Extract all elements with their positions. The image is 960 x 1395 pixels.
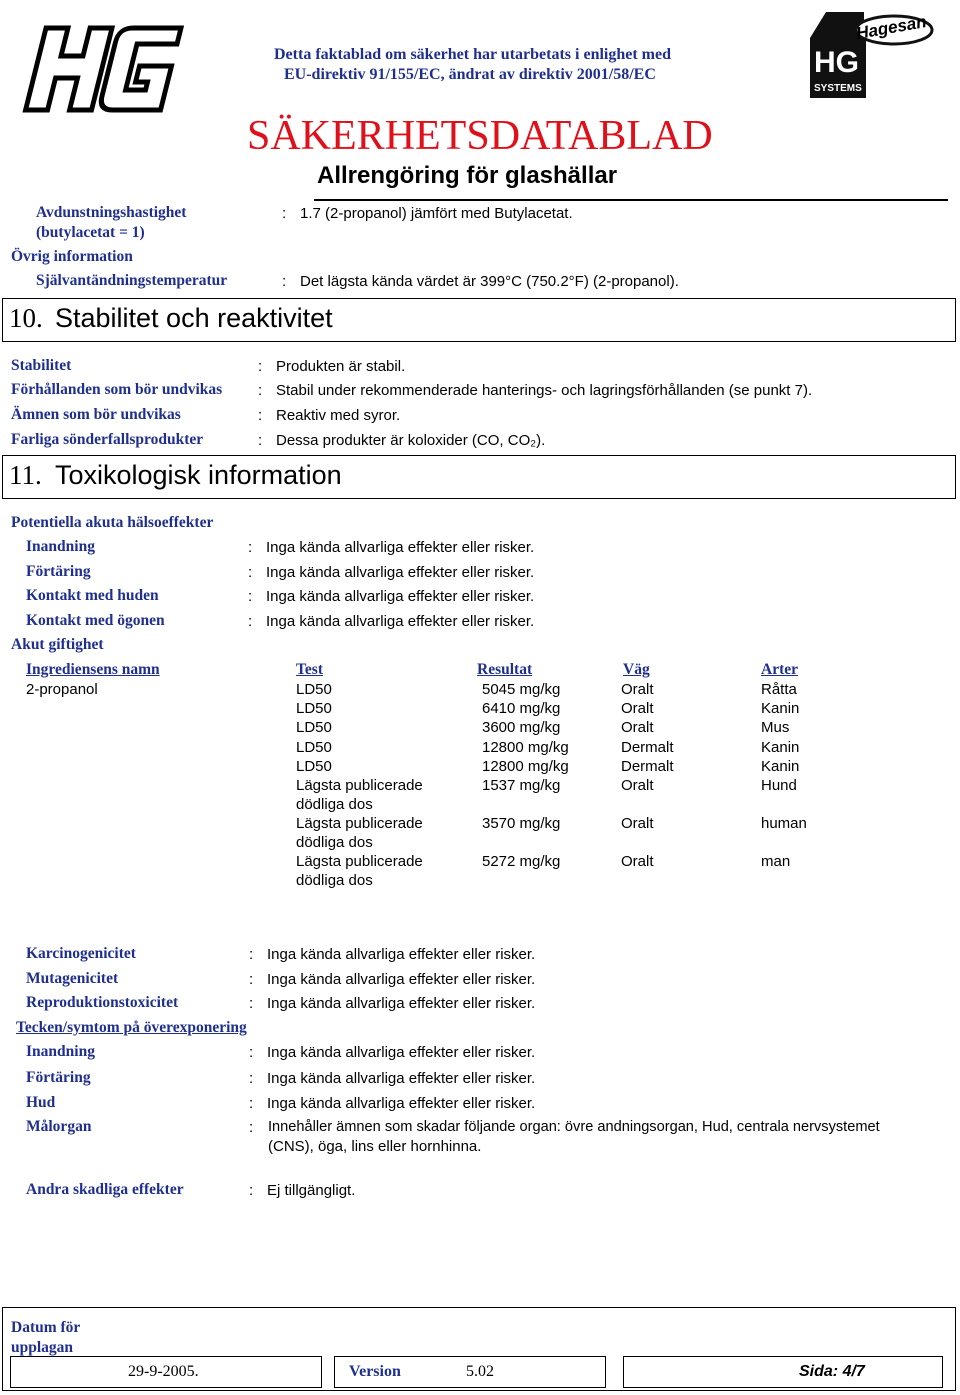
table-header-route: Väg [623, 661, 650, 678]
symptoms-heading: Tecken/symtom på överexponering [16, 1019, 247, 1036]
chronic-label: Karcinogenicitet [26, 945, 136, 962]
tox-route: Dermalt [621, 757, 674, 775]
ingredient-name: 2-propanol [26, 681, 98, 698]
tox-result: 3570 mg/kg [482, 815, 561, 832]
prop-value: 1.7 (2-propanol) jämfört med Butylacetat. [300, 205, 573, 222]
symptom-value: Inga kända allvarliga effekter eller risker. [267, 1044, 536, 1061]
tox-result: 5272 mg/kg [482, 853, 561, 870]
colon: : [282, 205, 287, 222]
tox-route: Dermalt [621, 738, 674, 756]
version-number: 5.02 [466, 1363, 494, 1380]
table-header-species: Arter [761, 661, 798, 678]
acute-toxicity-heading: Akut giftighet [11, 636, 104, 653]
colon: : [249, 1095, 254, 1112]
table-header-result: Resultat [477, 661, 533, 678]
tox-species: Kanin [761, 738, 800, 756]
page-number: Sida: 4/7 [799, 1363, 865, 1380]
other-effects-value: Ej tillgängligt. [267, 1182, 356, 1199]
section-10-header [2, 298, 956, 342]
tox-test-continued: dödliga dos [296, 834, 373, 851]
version-label: Version [349, 1363, 401, 1380]
colon: : [249, 1070, 254, 1087]
product-name: Allrengöring för glashällar [317, 162, 618, 189]
chronic-value: Inga kända allvarliga effekter eller risker. [267, 971, 536, 988]
tox-species: human [761, 815, 807, 832]
prop-label: Avdunstningshastighet [36, 204, 187, 221]
badge-logo: HG [814, 46, 859, 79]
colon: : [258, 382, 263, 399]
materials-value: Reaktiv med syror. [276, 407, 401, 424]
stability-label: Stabilitet [11, 357, 72, 374]
hg-systems-badge [806, 8, 936, 102]
chronic-value: Inga kända allvarliga effekter eller risker. [267, 946, 536, 963]
decomposition-value: Dessa produkter är koloxider (CO, CO₂). [276, 432, 546, 449]
tox-route: Oralt [621, 719, 654, 737]
symptom-value: Innehåller ämnen som skadar följande organ: övre andningsorgan, Hud, centrala nervsystemet [268, 1119, 880, 1135]
colon: : [249, 1182, 254, 1199]
tox-route: Oralt [621, 700, 654, 718]
symptom-value: Inga kända allvarliga effekter eller risker. [267, 1095, 536, 1112]
prop-label: (butylacetat = 1) [36, 224, 145, 241]
colon: : [249, 971, 254, 988]
hg-logo [8, 20, 188, 119]
chronic-label: Mutagenicitet [26, 970, 119, 987]
tox-species: man [761, 853, 791, 870]
section-11-header [2, 455, 956, 499]
tox-test-continued: dödliga dos [296, 796, 373, 813]
symptom-label: Hud [26, 1094, 56, 1111]
tox-species: Råtta [761, 681, 797, 698]
table-header-test: Test [296, 661, 323, 678]
colon: : [249, 1119, 254, 1136]
acute-value: Inga kända allvarliga effekter eller risker. [266, 588, 535, 605]
section-number: 11. [9, 460, 42, 490]
symptom-label: Målorgan [26, 1118, 92, 1135]
other-info-heading: Övrig information [11, 248, 133, 265]
colon: : [258, 358, 263, 375]
section-title: Toxikologisk information [55, 460, 342, 490]
acute-label: Inandning [26, 538, 95, 555]
acute-value: Inga kända allvarliga effekter eller risker. [266, 564, 535, 581]
tox-test-continued: dödliga dos [296, 872, 373, 889]
acute-effects-heading: Potentiella akuta hälsoeffekter [11, 514, 214, 531]
tox-route: Oralt [621, 853, 654, 870]
stability-value: Produkten är stabil. [276, 358, 406, 375]
tox-test: LD50 [296, 719, 332, 737]
colon: : [248, 539, 253, 556]
tox-route: Oralt [621, 815, 654, 832]
tox-species: Mus [761, 719, 790, 737]
tox-route: Oralt [621, 681, 654, 698]
tox-test: Lägsta publicerade [296, 815, 423, 832]
badge-brand: Hagesan [854, 11, 928, 44]
tox-species: Kanin [761, 700, 800, 718]
symptom-value-continued: (CNS), öga, lins eller hornhinna. [268, 1138, 482, 1155]
colon: : [249, 946, 254, 963]
issue-date: 29-9-2005. [128, 1363, 199, 1380]
tox-test: LD50 [296, 738, 332, 756]
acute-label: Förtäring [26, 563, 91, 580]
other-effects-label: Andra skadliga effekter [26, 1181, 184, 1198]
hg-logo-icon [8, 20, 188, 115]
compliance-line-2: EU-direktiv 91/155/EC, ändrat av direktiv 2001/58/EC [284, 66, 656, 83]
materials-label: Ämnen som bör undvikas [11, 406, 181, 423]
tox-species: Hund [761, 777, 797, 794]
section-number: 10. [9, 303, 43, 333]
chronic-value: Inga kända allvarliga effekter eller risker. [267, 995, 536, 1012]
tox-result: 3600 mg/kg [482, 719, 561, 737]
issue-date-label-line2: upplagan [11, 1339, 74, 1356]
issue-date-label: Datum för [11, 1319, 81, 1336]
chronic-label: Reproduktionstoxicitet [26, 994, 179, 1011]
compliance-line-1: Detta faktablad om säkerhet har utarbetats i enlighet med [274, 46, 672, 63]
colon: : [249, 1044, 254, 1061]
tox-test: LD50 [296, 700, 332, 718]
tox-test: LD50 [296, 681, 332, 698]
section-title: Stabilitet och reaktivitet [55, 303, 333, 333]
document-title: SÄKERHETSDATABLAD [247, 113, 713, 159]
tox-test: Lägsta publicerade [296, 777, 423, 794]
colon: : [248, 564, 253, 581]
conditions-label: Förhållanden som bör undvikas [11, 381, 223, 398]
prop-value: Det lägsta kända värdet är 399°C (750.2°F) (2-propanol). [300, 273, 679, 290]
tox-test: Lägsta publicerade [296, 853, 423, 870]
symptom-label: Förtäring [26, 1069, 91, 1086]
prop-label: Självantändningstemperatur [36, 272, 228, 289]
table-header-ingredient: Ingrediensens namn [26, 661, 160, 678]
tox-species: Kanin [761, 757, 800, 775]
acute-value: Inga kända allvarliga effekter eller risker. [266, 539, 535, 556]
colon: : [249, 995, 254, 1012]
header-rule [314, 199, 948, 201]
tox-result: 12800 mg/kg [482, 738, 569, 756]
badge-systems: SYSTEMS [814, 83, 862, 94]
tox-result: 12800 mg/kg [482, 757, 569, 775]
conditions-value: Stabil under rekommenderade hanterings- och lagringsförhållanden (se punkt 7). [276, 382, 813, 399]
symptom-value: Inga kända allvarliga effekter eller risker. [267, 1070, 536, 1087]
tox-result: 5045 mg/kg [482, 681, 561, 698]
acute-label: Kontakt med huden [26, 587, 159, 604]
decomposition-label: Farliga sönderfallsprodukter [11, 431, 204, 448]
colon: : [282, 273, 287, 290]
tox-test: LD50 [296, 757, 332, 775]
tox-result: 1537 mg/kg [482, 777, 561, 794]
tox-result: 6410 mg/kg [482, 700, 561, 718]
acute-label: Kontakt med ögonen [26, 612, 165, 629]
colon: : [258, 432, 263, 449]
colon: : [248, 613, 253, 630]
symptom-label: Inandning [26, 1043, 95, 1060]
colon: : [248, 588, 253, 605]
tox-route: Oralt [621, 777, 654, 794]
acute-value: Inga kända allvarliga effekter eller risker. [266, 613, 535, 630]
colon: : [258, 407, 263, 424]
page-box [623, 1356, 943, 1388]
